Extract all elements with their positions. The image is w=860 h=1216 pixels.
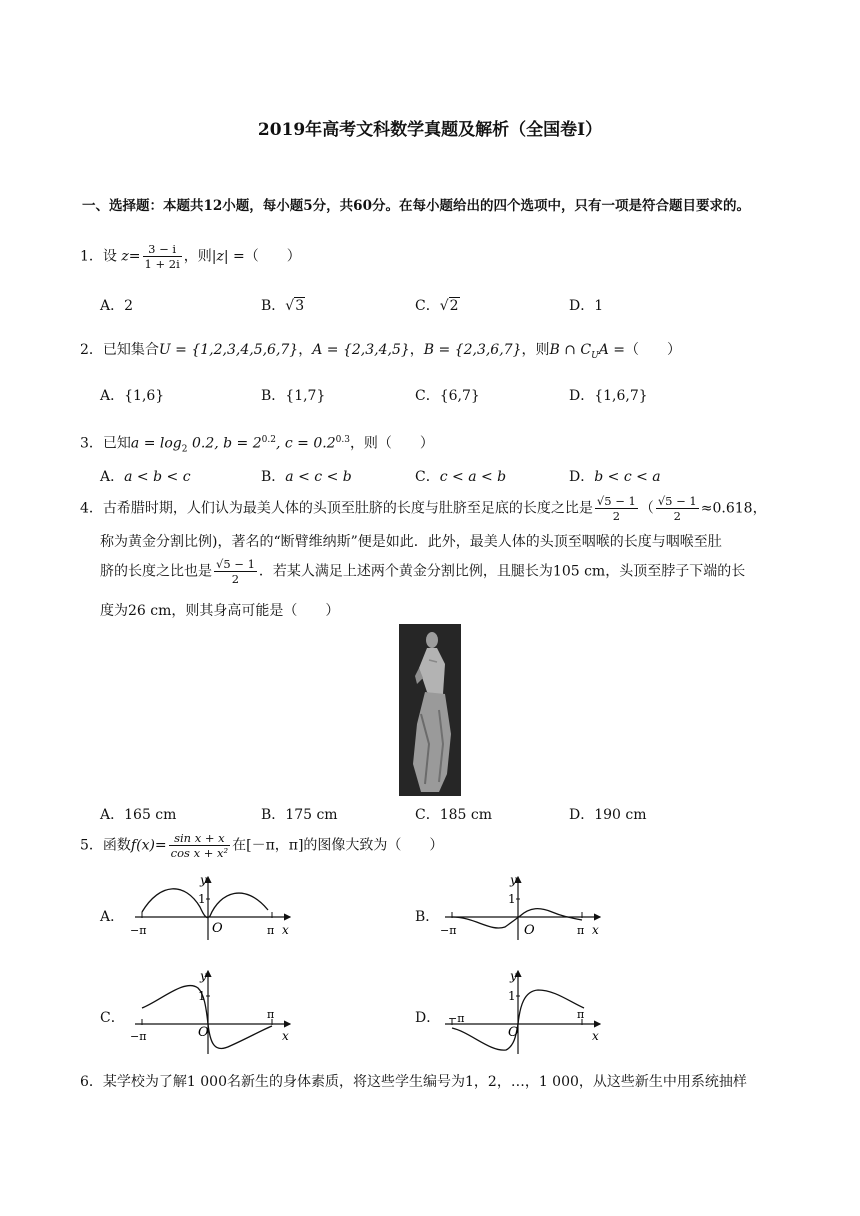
question-number: 3． — [80, 435, 103, 452]
section-heading — [82, 195, 782, 218]
expr-c: , c = 0.2 — [275, 435, 336, 452]
option-value: {1,6} — [124, 388, 165, 404]
origin-label: O — [198, 1025, 209, 1040]
sqrt-icon — [440, 298, 449, 314]
q1-option-d[interactable] — [569, 295, 603, 315]
superscript: 0.3 — [335, 435, 350, 445]
q5-option-b-label[interactable]: B． — [415, 909, 440, 925]
q5-option-c-label[interactable]: C． — [100, 1010, 125, 1026]
question-text: 度为26 cm，则其身高可能是（ ） — [100, 603, 340, 619]
fraction-denominator: cos x + x² — [170, 846, 229, 860]
option-label: D． — [569, 469, 595, 485]
option-label: B． — [261, 298, 286, 314]
origin-label: O — [508, 1025, 519, 1040]
tick-label-pi: π — [267, 1008, 275, 1021]
option-label: B． — [261, 388, 286, 404]
axis-label-x: x — [592, 923, 599, 937]
question-text: 设 — [102, 248, 117, 265]
variable-z: z — [121, 248, 129, 265]
tick-label-one: 1 — [198, 989, 206, 1003]
q4-option-d[interactable] — [569, 804, 647, 824]
q3-option-d[interactable] — [569, 466, 661, 486]
option-value: 175 cm — [285, 807, 338, 823]
venus-statue-image — [399, 624, 461, 796]
tick-label-pi: π — [267, 924, 275, 937]
option-value: 190 cm — [594, 807, 647, 823]
fraction-denominator: 2 — [231, 572, 240, 586]
question-text: 古希腊时期，人们认为最美人体的头顶至肚脐的长度与肚脐至足底的长度之比是 — [102, 500, 593, 517]
option-value: 1 — [594, 298, 604, 314]
graph-b[interactable] — [440, 872, 610, 944]
question-number: 1． — [80, 248, 103, 265]
question-1 — [80, 242, 301, 271]
sqrt-icon — [285, 298, 294, 314]
graph-d[interactable] — [440, 966, 610, 1058]
q3-option-c[interactable] — [415, 466, 506, 486]
numerator-text: 5 − 1 — [665, 494, 697, 508]
option-label: C． — [415, 807, 440, 823]
tick-label-one: 1 — [508, 989, 516, 1003]
question-text: ，则 — [183, 248, 212, 265]
page-title: 2019年高考文科数学真题及解析（全国卷I） — [257, 120, 603, 140]
question-number: 5． — [80, 837, 103, 854]
q2-option-c[interactable] — [415, 385, 480, 405]
paren: （ — [639, 500, 654, 517]
golden-ratio-fraction — [214, 557, 257, 586]
abs-z: |z| = — [211, 248, 245, 265]
axis-label-x: x — [592, 1029, 599, 1043]
q4-option-b[interactable] — [261, 804, 338, 824]
tick-label-one: 1 — [198, 892, 206, 906]
subscript: U — [591, 350, 599, 361]
option-value: 3 — [295, 298, 305, 314]
question-4-line-3 — [100, 557, 745, 586]
q4-option-c[interactable] — [415, 804, 492, 824]
set-b: B = {2,3,6,7} — [423, 342, 522, 358]
q3-option-b[interactable] — [261, 466, 352, 486]
question-4-line-4 — [100, 600, 339, 622]
fraction-numerator: 3 − i — [143, 242, 182, 257]
q4-option-a[interactable] — [100, 804, 176, 824]
set-expression: B ∩ C — [549, 342, 592, 358]
tick-label-pi: π — [577, 1008, 585, 1021]
origin-label: O — [212, 921, 223, 936]
option-value: 2 — [449, 298, 459, 314]
answer-paren: （ ） — [625, 342, 682, 358]
option-label: D． — [569, 298, 595, 314]
q5-option-a-label[interactable]: A． — [100, 909, 125, 925]
axis-label-y: y — [510, 873, 517, 887]
numerator-text: 5 − 1 — [604, 494, 636, 508]
axis-label-x: x — [282, 923, 289, 937]
q5-option-d-label[interactable]: D． — [415, 1010, 441, 1026]
option-label: C． — [415, 469, 440, 485]
question-text: 已知集合 — [102, 342, 159, 358]
axis-label-y: y — [200, 969, 207, 983]
option-label: D． — [569, 807, 595, 823]
fraction-numerator — [656, 494, 699, 509]
fraction-denominator: 1 + 2i — [144, 257, 180, 271]
tick-label-neg-pi: −π — [448, 1012, 465, 1025]
question-6 — [80, 1071, 747, 1093]
graph-a[interactable] — [130, 872, 300, 944]
question-text: 脐的长度之比也是 — [100, 563, 212, 580]
question-text: ，则（ ） — [349, 435, 434, 452]
q2-option-a[interactable] — [100, 385, 164, 405]
set-u: U = {1,2,3,4,5,6,7} — [158, 342, 299, 358]
question-5 — [80, 831, 443, 860]
equals-sign: = — [128, 248, 141, 265]
option-label: A． — [100, 469, 125, 485]
q2-option-d[interactable] — [569, 385, 648, 405]
tick-label-neg-pi: −π — [130, 1030, 147, 1043]
fraction-numerator: sin x + x — [169, 831, 230, 846]
question-text: 函数 — [102, 837, 131, 854]
option-label: B． — [261, 807, 286, 823]
question-number: 4． — [80, 500, 103, 517]
q1-option-a[interactable] — [100, 295, 133, 315]
tick-label-one: 1 — [508, 892, 516, 906]
axis-label-x: x — [282, 1029, 289, 1043]
q3-option-a[interactable] — [100, 466, 191, 486]
question-number: 2． — [80, 342, 103, 358]
option-value: {1,7} — [285, 388, 326, 404]
question-number: 6． — [80, 1074, 103, 1090]
option-value: c < a < b — [439, 469, 507, 485]
q2-option-b[interactable] — [261, 385, 325, 405]
question-text: ，则 — [521, 342, 550, 358]
q1-option-b[interactable] — [261, 295, 305, 315]
axis-label-y: y — [200, 873, 207, 887]
option-label: C． — [415, 298, 440, 314]
axis-label-y: y — [510, 969, 517, 983]
question-4-line-1 — [80, 494, 767, 523]
question-text: 称为黄金分割比例)，著名的“断臂维纳斯”便是如此．此外，最美人体的头顶至咽喉的长度与咽喉至肚 — [100, 534, 722, 550]
answer-paren: （ ） — [244, 248, 301, 265]
golden-ratio-fraction — [595, 494, 638, 523]
option-label: D． — [569, 388, 595, 404]
subscript: 2 — [181, 444, 188, 455]
tick-label-neg-pi: −π — [440, 924, 457, 937]
question-text: 在[－π，π]的图像大致为（ ） — [232, 837, 444, 854]
set-a: A = {2,3,4,5} — [312, 342, 410, 358]
option-label: A． — [100, 807, 125, 823]
fraction-numerator — [214, 557, 257, 572]
option-label: A． — [100, 388, 125, 404]
option-value: 165 cm — [124, 807, 177, 823]
superscript: 0.2 — [261, 435, 276, 445]
question-4-line-2 — [100, 531, 722, 553]
graph-c[interactable] — [130, 966, 300, 1058]
separator: ， — [298, 342, 313, 358]
option-value: 2 — [124, 298, 134, 314]
separator: ， — [409, 342, 424, 358]
option-value: a < b < c — [124, 469, 191, 485]
approx-text: ≈0.618， — [700, 500, 767, 517]
option-value: 185 cm — [439, 807, 493, 823]
question-2 — [80, 339, 681, 367]
question-3 — [80, 429, 434, 460]
fraction — [143, 242, 182, 271]
set-expression: A = — [598, 342, 626, 358]
origin-label: O — [524, 923, 535, 938]
option-value: b < c < a — [594, 469, 661, 485]
fraction-denominator: 2 — [673, 509, 681, 523]
fraction-denominator: 2 — [612, 509, 621, 523]
question-text: 已知 — [102, 435, 131, 452]
option-label: A． — [100, 298, 125, 314]
question-text: ．若某人满足上述两个黄金分割比例，且腿长为105 cm，头顶至脖子下端的长 — [258, 563, 746, 580]
option-value: a < c < b — [285, 469, 352, 485]
expr-a: a = log — [130, 435, 182, 452]
expr-b: 0.2, b = 2 — [187, 435, 262, 452]
statue-icon — [399, 624, 461, 796]
question-text: 某学校为了解1 000名新生的身体素质，将这些学生编号为1，2，…，1 000，从这些新生中用系统抽样 — [102, 1074, 747, 1090]
section-heading-text: 一、选择题：本题共12小题，每小题5分，共60分。在每小题给出的四个选项中，只有一项是符合题目要求的。 — [82, 198, 750, 214]
option-value: {1,6,7} — [594, 388, 648, 404]
numerator-text: 5 − 1 — [223, 557, 255, 571]
fraction — [169, 831, 230, 860]
option-value: {6,7} — [439, 388, 480, 404]
function-name: f(x)= — [130, 837, 167, 854]
tick-label-neg-pi: −π — [130, 924, 147, 937]
tick-label-pi: π — [577, 924, 585, 937]
q1-option-c[interactable] — [415, 295, 460, 315]
option-label: B． — [261, 469, 286, 485]
golden-ratio-fraction — [656, 494, 699, 523]
fraction-numerator — [595, 494, 638, 509]
option-label: C． — [415, 388, 440, 404]
